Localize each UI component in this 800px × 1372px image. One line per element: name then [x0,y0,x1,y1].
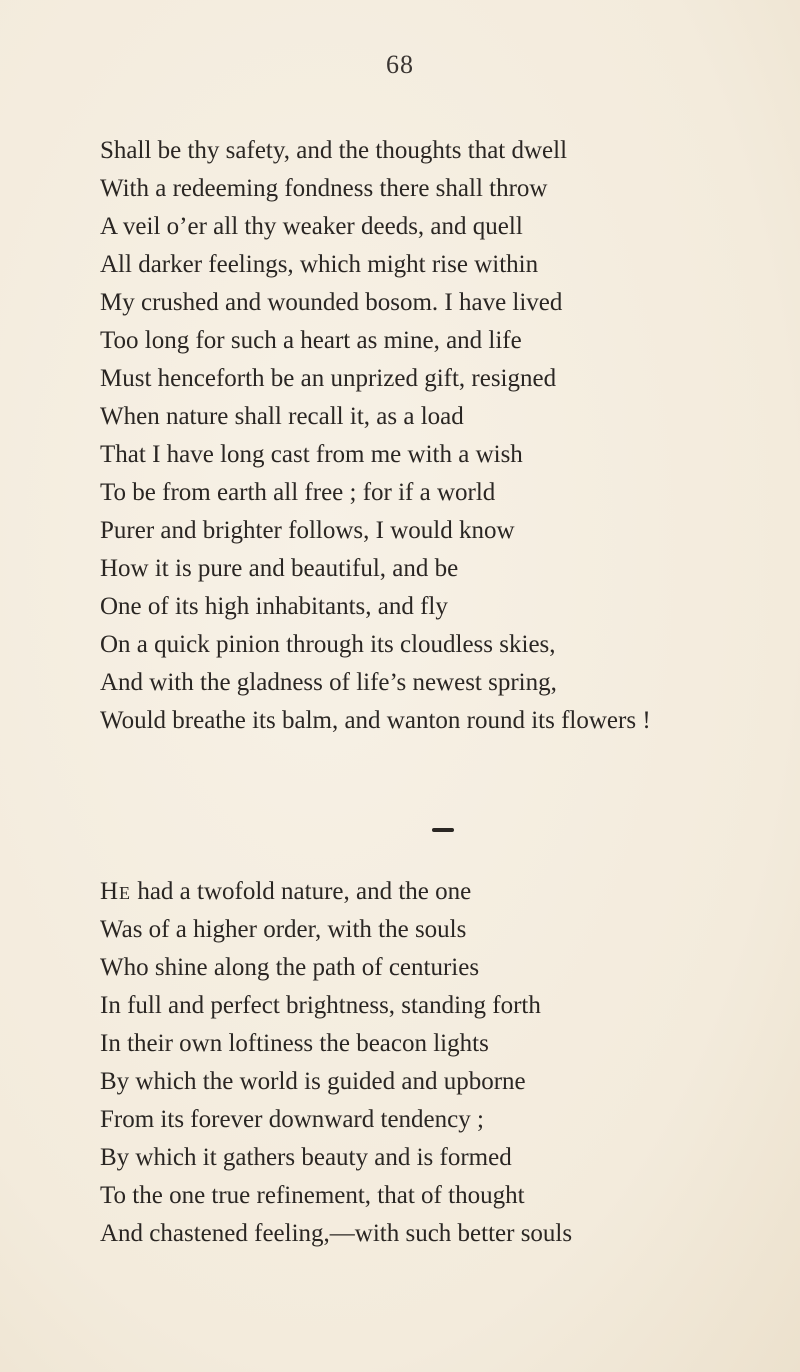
poem-line: My crushed and wounded bosom. I have lived [100,289,563,316]
poem-line: When nature shall recall it, as a load [100,403,464,430]
poem-line: On a quick pinion through its cloudless skies, [100,631,556,658]
poem-line: How it is pure and beautiful, and be [100,555,459,582]
page-number: 68 [386,50,414,79]
poem-line: Purer and brighter follows, I would know [100,517,515,544]
poem-line: One of its high inhabitants, and fly [100,593,448,620]
poem-line: Was of a higher order, with the souls [100,916,467,943]
poem-line: Too long for such a heart as mine, and life [100,327,522,354]
poem-line: In their own loftiness the beacon lights [100,1030,489,1057]
poem-stanza-1 [100,132,651,740]
poem-line: All darker feelings, which might rise within [100,251,539,278]
poem-line: Would breathe its balm, and wanton round its flowers ! [100,707,651,734]
poem-line: And with the gladness of life’s newest spring, [100,669,557,696]
poem-line: To the one true refinement, that of thought [100,1182,525,1209]
poem-line: With a redeeming fondness there shall throw [100,175,548,202]
poem-line: And chastened feeling,—with such better souls [100,1220,573,1247]
poem-line: Shall be thy safety, and the thoughts that dwell [100,137,568,164]
section-divider [432,828,454,832]
poem-line: That I have long cast from me with a wish [100,441,523,468]
poem-line: By which the world is guided and upborne [100,1068,526,1095]
poem-line: In full and perfect brightness, standing forth [100,992,541,1019]
small-caps-opening-word: He [100,878,132,905]
poem-line: Who shine along the path of centuries [100,954,480,981]
poem-line: From its forever downward tendency ; [100,1106,484,1133]
first-line-text: had a twofold nature, and the one [131,878,472,905]
poem-stanza-2 [100,873,572,1253]
poem-line: By which it gathers beauty and is formed [100,1144,512,1171]
poem-line-first [100,873,572,911]
poem-line: A veil o’er all thy weaker deeds, and quell [100,213,523,240]
poem-line: Must henceforth be an unprized gift, resigned [100,365,557,392]
poem-line: To be from earth all free ; for if a world [100,479,496,506]
